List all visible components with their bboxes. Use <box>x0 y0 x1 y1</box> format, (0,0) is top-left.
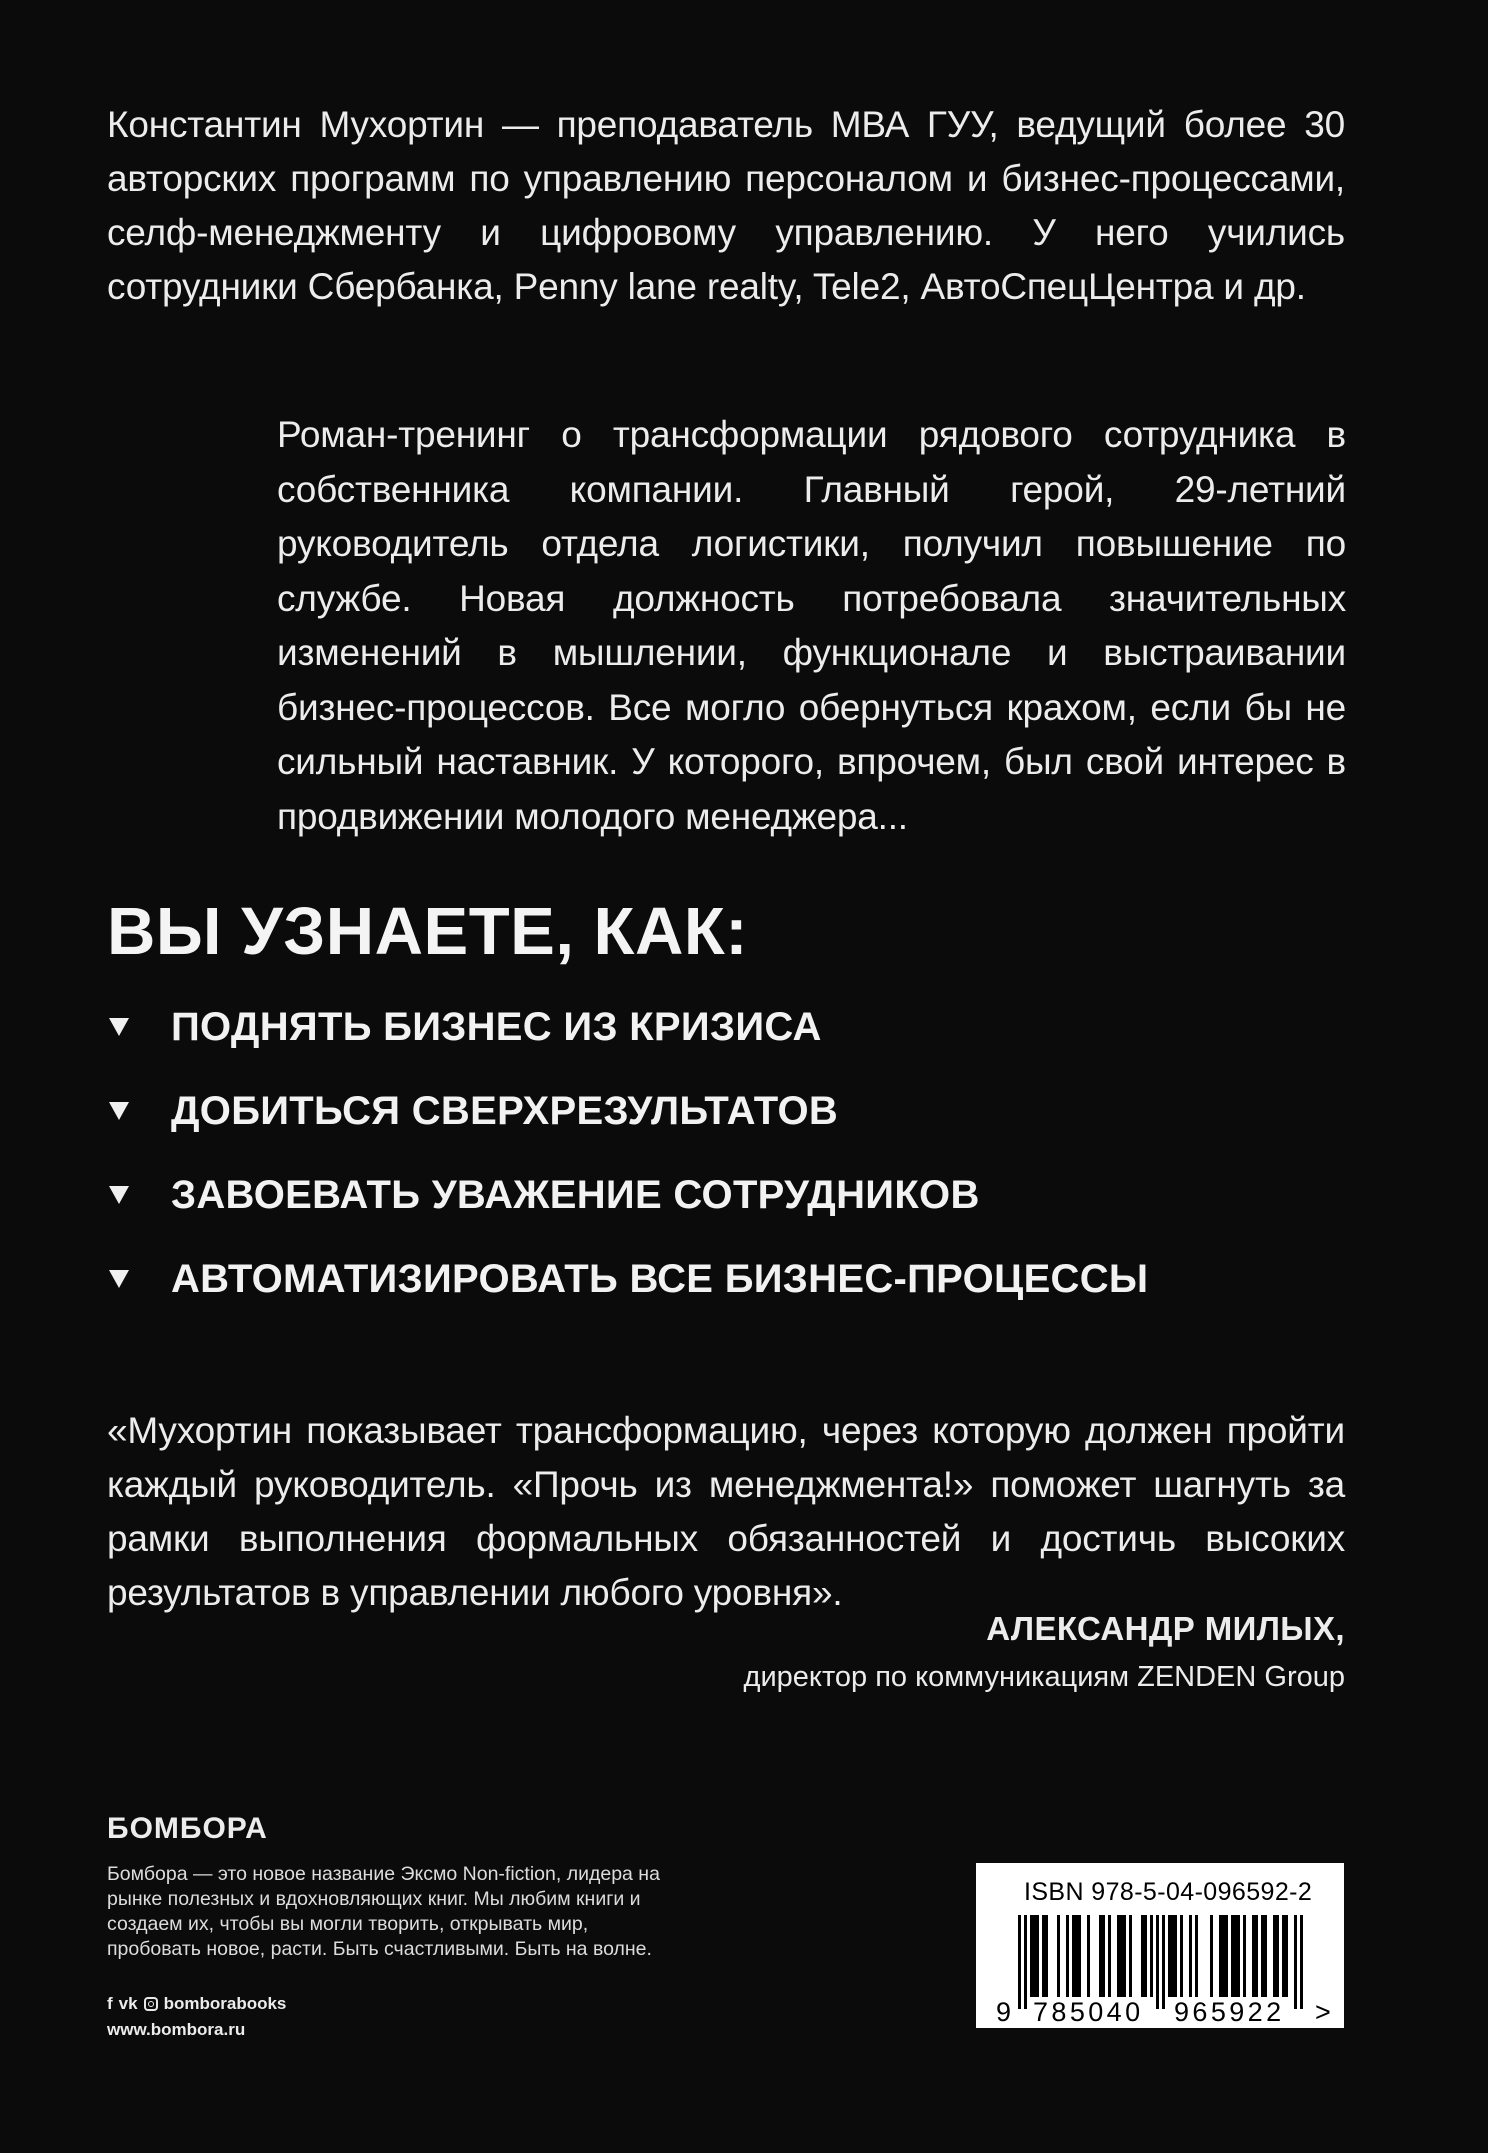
barcode-digits: 785040 <box>1033 1997 1144 2027</box>
barcode-bar <box>1123 1915 1126 1997</box>
barcode-bar <box>1231 1915 1234 1997</box>
barcode-bar <box>1075 1915 1078 1997</box>
quote-author-title: директор по коммуникациям ZENDEN Group <box>743 1661 1345 1693</box>
barcode-bar <box>1129 1915 1132 1997</box>
barcode-bar <box>1117 1915 1120 1997</box>
vk-icon[interactable]: vk <box>118 1994 138 2013</box>
barcode-bar <box>1282 1915 1285 1997</box>
author-bio <box>107 98 1345 314</box>
benefit-item <box>107 1153 1148 1237</box>
barcode-bar <box>1156 1915 1159 2009</box>
barcode-bar <box>1255 1915 1258 1997</box>
barcode-bar <box>1042 1915 1045 1997</box>
instagram-icon[interactable] <box>144 1997 158 2011</box>
benefits-list <box>107 985 1148 1321</box>
quote-attribution <box>744 1604 1345 1700</box>
barcode-bar <box>1066 1915 1069 1997</box>
barcode-bar <box>1102 1915 1105 1997</box>
quote-text: «Мухортин показывает трансформацию, через которую должен пройти каждый руководитель. «Прочь из менеджмента!» поможет шагнуть за рамки выполнения формальных обязанностей и достичь высоких результатов в управлении любого уровня». <box>107 1410 1345 1613</box>
benefit-text: АВТОМАТИЗИРОВАТЬ ВСЕ БИЗНЕС-ПРОЦЕССЫ <box>171 1256 1149 1301</box>
barcode-bar <box>1045 1915 1048 1997</box>
isbn-barcode <box>976 1863 1344 2028</box>
barcode-bar <box>1261 1915 1264 1997</box>
barcode-bar <box>1030 1915 1033 1997</box>
barcode-bar <box>1210 1915 1213 1997</box>
barcode-bar <box>1222 1915 1225 1997</box>
endorsement-quote <box>107 1404 1345 1620</box>
barcode-bar <box>1144 1915 1147 1997</box>
learn-heading: ВЫ УЗНАЕТЕ, КАК: <box>107 894 749 969</box>
triangle-bullet-icon <box>109 1270 129 1288</box>
barcode-digits: 9 <box>996 1997 1015 2027</box>
author-bio-text: Константин Мухортин — преподаватель МВА ГУУ, ведущий более 30 авторских программ по управлению персоналом и бизнес-процессами, селф-менеджменту и цифровому управлению. У него учились сотрудники Сбербанка, Penny lane realty, Tele2, АвтоСпецЦентра и др. <box>107 104 1345 307</box>
barcode-digits: 965922 <box>1174 1997 1285 2027</box>
barcode-bar <box>1036 1915 1039 1997</box>
synopsis-text: Роман-тренинг о трансформации рядового сотрудника в собственника компании. Главный герой, 29-летний руководитель отдела логистики, получил повышение по службе. Новая должность потребовала значительных изменений в мышлении, функционале и выстраивании бизнес-процессов. Все могло обернуться крахом, если бы не сильный наставник. У которого, впрочем, был свой интерес в продвижении молодого менеджера... <box>277 414 1346 837</box>
quote-author: АЛЕКСАНДР МИЛЫХ, <box>986 1610 1345 1647</box>
triangle-bullet-icon <box>109 1018 129 1036</box>
barcode-bar <box>1099 1915 1102 1997</box>
barcode-bar <box>1237 1915 1240 1997</box>
benefit-item <box>107 985 1148 1069</box>
triangle-bullet-icon <box>109 1186 129 1204</box>
barcode-bar <box>1162 1915 1165 2009</box>
barcode-bar <box>1033 1915 1036 1997</box>
publisher-website[interactable]: www.bombora.ru <box>107 2020 246 2039</box>
barcode-bar <box>1234 1915 1237 1997</box>
barcode-bar <box>1150 1915 1153 1997</box>
barcode-bar <box>1057 1915 1060 1997</box>
barcode-bar <box>1219 1915 1222 1997</box>
barcode-bar <box>1180 1915 1183 1997</box>
social-handle: bomborabooks <box>163 1994 287 2013</box>
barcode-bar <box>1300 1915 1303 2009</box>
barcode-bar <box>1120 1915 1123 1997</box>
benefit-item <box>107 1069 1148 1153</box>
facebook-icon[interactable]: f <box>107 1994 113 2013</box>
barcode-digits: > <box>1315 1997 1335 2027</box>
barcode-bar <box>1195 1915 1198 1997</box>
barcode-bar <box>1171 1915 1174 1997</box>
barcode-bar <box>1243 1915 1246 1997</box>
benefit-text: ДОБИТЬСЯ СВЕРХРЕЗУЛЬТАТОВ <box>171 1088 839 1133</box>
barcode-bar <box>1078 1915 1081 1997</box>
barcode-bar <box>1087 1915 1090 1997</box>
benefit-text: ПОДНЯТЬ БИЗНЕС ИЗ КРИЗИСА <box>171 1004 822 1049</box>
triangle-bullet-icon <box>109 1102 129 1120</box>
isbn-number: ISBN 978-5-04-096592-2 <box>1024 1878 1313 1906</box>
barcode-bar <box>1108 1915 1111 1997</box>
barcode-bar <box>1189 1915 1192 1997</box>
barcode-bar <box>1252 1915 1255 1997</box>
barcode-bar <box>1294 1915 1297 2009</box>
publisher-description: Бомбора — это новое название Эксмо Non-fiction, лидера на рынке полезных и вдохновляющих книг. Мы любим книги и создаем их, чтобы вы могли творить, открывать мир, пробовать новое, расти. Быть счастливыми. Быть на волне. <box>107 1863 660 1960</box>
barcode-bar <box>1072 1915 1075 1997</box>
barcode-bar <box>1225 1915 1228 1997</box>
barcode-bar <box>1273 1915 1276 1997</box>
social-links <box>107 1994 286 2014</box>
barcode-bar <box>1174 1915 1177 1997</box>
barcode-bar <box>1276 1915 1279 1997</box>
publisher-logo: БОМБОРА <box>107 1812 268 1845</box>
barcode-bar <box>1024 1915 1027 2009</box>
barcode-bar <box>1168 1915 1171 1997</box>
benefit-text: ЗАВОЕВАТЬ УВАЖЕНИЕ СОТРУДНИКОВ <box>171 1172 980 1217</box>
barcode-bar <box>1141 1915 1144 1997</box>
book-synopsis <box>277 408 1346 844</box>
benefit-item <box>107 1237 1148 1321</box>
barcode-bar <box>1264 1915 1267 1997</box>
barcode-bar <box>1018 1915 1021 2009</box>
barcode-bar <box>1285 1915 1288 1997</box>
